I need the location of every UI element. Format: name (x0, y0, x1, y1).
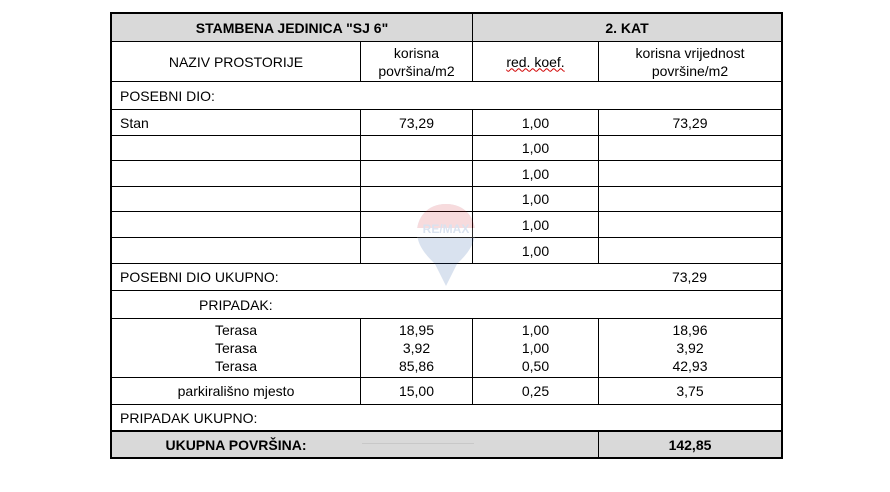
grand-total-row (112, 432, 781, 457)
table-row (112, 136, 781, 161)
room-name (112, 212, 360, 237)
room-value (598, 238, 781, 263)
terrace-name: Terasa (214, 358, 258, 374)
room-coef: 1,00 (472, 110, 598, 135)
room-area (360, 161, 472, 186)
column-header-coef (472, 42, 598, 81)
room-name (112, 136, 360, 160)
terrace-value: 42,93 (672, 358, 708, 374)
terrace-value: 3,92 (676, 340, 704, 356)
posebni-dio-total-value: 73,29 (671, 269, 708, 285)
room-value: 73,29 (598, 110, 781, 135)
terrace-name: Terasa (214, 340, 258, 356)
column-header-area-line1: korisna (393, 44, 440, 61)
terraces-areas (360, 319, 472, 377)
column-header-value (598, 42, 781, 81)
table-row (112, 212, 781, 238)
posebni-dio-total-row (112, 264, 781, 291)
room-area (360, 212, 472, 237)
pripadak-total-row (112, 405, 781, 432)
room-area (360, 136, 472, 160)
table-row (112, 110, 781, 136)
room-area (360, 187, 472, 211)
floor-label: 2. KAT (472, 14, 781, 41)
area-table (110, 12, 783, 459)
room-coef: 1,00 (472, 187, 598, 211)
pripadak-section-row (112, 291, 781, 319)
column-header-coef-text: red. koef. (506, 53, 565, 70)
room-coef: 1,00 (472, 238, 598, 263)
pripadak-total-label: PRIPADAK UKUPNO: (120, 409, 258, 426)
room-name: Stan (120, 114, 149, 131)
column-header-area (360, 42, 472, 81)
parking-coef: 0,25 (472, 378, 598, 404)
grand-total-label: UKUPNA POVRŠINA: (165, 436, 307, 453)
parking-value: 3,75 (598, 378, 781, 404)
room-value (598, 187, 781, 211)
terrace-area: 85,86 (398, 358, 435, 374)
grand-total-divider (362, 443, 474, 444)
watermark-text: RE/MAX (422, 222, 470, 236)
terraces-values (598, 319, 781, 377)
table-header-row (112, 14, 781, 42)
posebni-dio-section-row (112, 82, 781, 110)
unit-title: STAMBENA JEDINICA "SJ 6" (195, 19, 389, 36)
column-header-area-line2: površina/m2 (378, 62, 455, 79)
room-value (598, 136, 781, 160)
table-row (112, 161, 781, 187)
parking-row (112, 378, 781, 405)
terrace-coef: 0,50 (521, 358, 550, 374)
room-coef: 1,00 (472, 161, 598, 186)
parking-name: parkirališno mjesto (177, 383, 295, 399)
terrace-value: 18,96 (672, 322, 708, 338)
room-name (112, 161, 360, 186)
column-header-row (112, 42, 781, 82)
terraces-row (112, 319, 781, 378)
column-header-value-line2: površine/m2 (651, 62, 729, 79)
parking-area: 15,00 (360, 378, 472, 404)
posebni-dio-total-label: POSEBNI DIO UKUPNO: (120, 269, 279, 285)
terrace-area: 18,95 (398, 322, 435, 338)
terrace-coef: 1,00 (521, 322, 550, 338)
room-area: 73,29 (360, 110, 472, 135)
room-coef: 1,00 (472, 136, 598, 160)
room-name (112, 187, 360, 211)
terrace-coef: 1,00 (521, 340, 550, 356)
terraces-coefs (472, 319, 598, 377)
pripadak-label: PRIPADAK: (199, 296, 273, 313)
room-area (360, 238, 472, 263)
terrace-area: 3,92 (402, 340, 431, 356)
column-header-name: NAZIV PROSTORIJE (168, 53, 304, 70)
column-header-value-line1: korisna vrijednost (635, 44, 745, 61)
terrace-name: Terasa (214, 322, 258, 338)
room-coef: 1,00 (472, 212, 598, 237)
room-name (112, 238, 360, 263)
terraces-names (112, 319, 360, 377)
room-value (598, 161, 781, 186)
table-row (112, 187, 781, 212)
grand-total-value: 142,85 (598, 432, 781, 457)
table-row (112, 238, 781, 264)
posebni-dio-label: POSEBNI DIO: (120, 87, 215, 104)
room-value (598, 212, 781, 237)
